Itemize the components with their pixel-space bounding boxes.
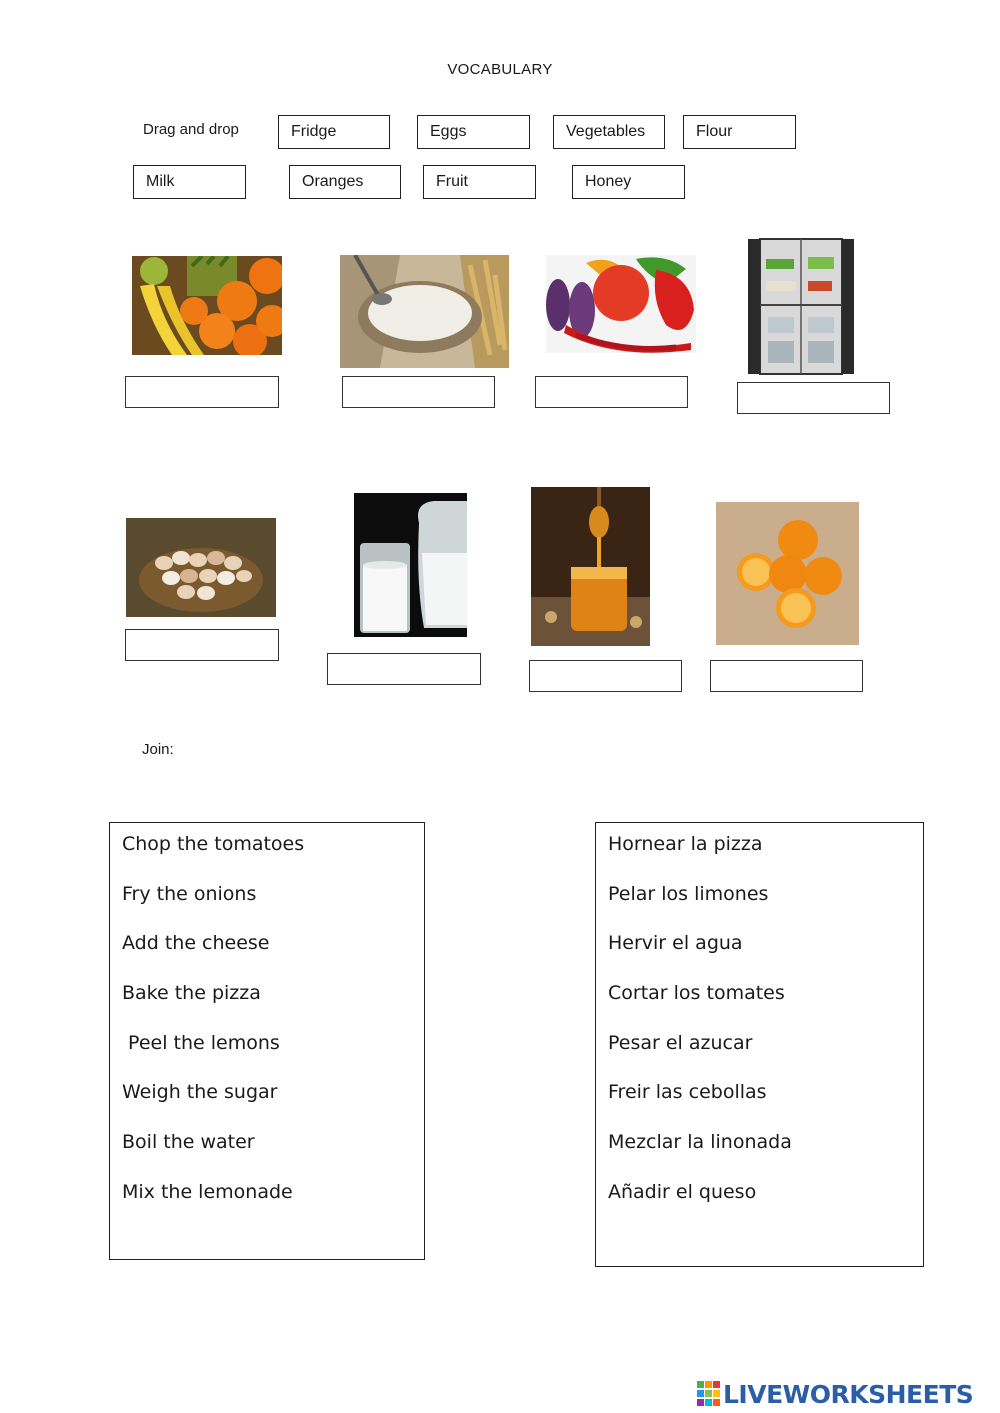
spanish-phrase-item[interactable]: Pesar el azucar [608, 1031, 753, 1054]
liveworksheets-logo-icon [697, 1381, 721, 1407]
word-card-oranges[interactable]: Oranges [289, 165, 401, 199]
vegetables-image [546, 255, 696, 353]
answer-box-oranges[interactable] [710, 660, 863, 692]
spanish-phrase-item[interactable]: Pelar los limones [608, 882, 769, 905]
honey-image [531, 487, 650, 646]
oranges-image [716, 502, 859, 645]
spanish-phrase-item[interactable]: Añadir el queso [608, 1180, 757, 1203]
word-card-fruit[interactable]: Fruit [423, 165, 536, 199]
answer-box-eggs[interactable] [125, 629, 279, 661]
spanish-phrase-item[interactable]: Mezclar la linonada [608, 1131, 792, 1154]
word-card-milk[interactable]: Milk [133, 165, 246, 199]
spanish-phrase-item[interactable]: Cortar los tomates [608, 982, 785, 1005]
spanish-phrase-item[interactable]: Hornear la pizza [608, 833, 763, 855]
liveworksheets-logo [697, 1378, 973, 1410]
answer-box-fridge[interactable] [737, 382, 890, 414]
english-phrase-item[interactable]: Bake the pizza [122, 982, 261, 1005]
flour-image [340, 255, 509, 368]
word-card-flour[interactable]: Flour [683, 115, 796, 149]
milk-image [354, 493, 467, 637]
english-phrase-item[interactable]: Add the cheese [122, 932, 270, 955]
spanish-phrase-item[interactable]: Hervir el agua [608, 932, 743, 955]
spanish-phrase-list [595, 822, 924, 1267]
answer-box-fruit[interactable] [125, 376, 279, 408]
answer-box-honey[interactable] [529, 660, 682, 692]
fruit-image [132, 256, 282, 355]
answer-box-flour[interactable] [342, 376, 495, 408]
page-title: VOCABULARY [447, 61, 553, 78]
word-card-fridge[interactable]: Fridge [278, 115, 390, 149]
english-phrase-list [109, 822, 425, 1260]
drag-instruction: Drag and drop [143, 121, 239, 138]
english-phrase-item[interactable]: Chop the tomatoes [122, 833, 305, 855]
liveworksheets-logo-text: LIVEWORKSHEETS [723, 1379, 974, 1409]
answer-box-milk[interactable] [327, 653, 481, 685]
english-phrase-item[interactable]: Boil the water [122, 1131, 255, 1154]
spanish-phrase-item[interactable]: Freir las cebollas [608, 1081, 767, 1104]
english-phrase-item[interactable]: Weigh the sugar [122, 1081, 278, 1104]
word-card-eggs[interactable]: Eggs [417, 115, 530, 149]
answer-box-vegetables[interactable] [535, 376, 688, 408]
word-card-honey[interactable]: Honey [572, 165, 685, 199]
word-card-vegetables[interactable]: Vegetables [553, 115, 665, 149]
join-instruction: Join: [142, 741, 174, 758]
english-phrase-item[interactable]: Mix the lemonade [122, 1180, 293, 1203]
english-phrase-item[interactable]: Fry the onions [122, 882, 257, 905]
fridge-image [748, 237, 854, 376]
eggs-image [126, 518, 276, 617]
english-phrase-item[interactable]: Peel the lemons [122, 1031, 280, 1054]
